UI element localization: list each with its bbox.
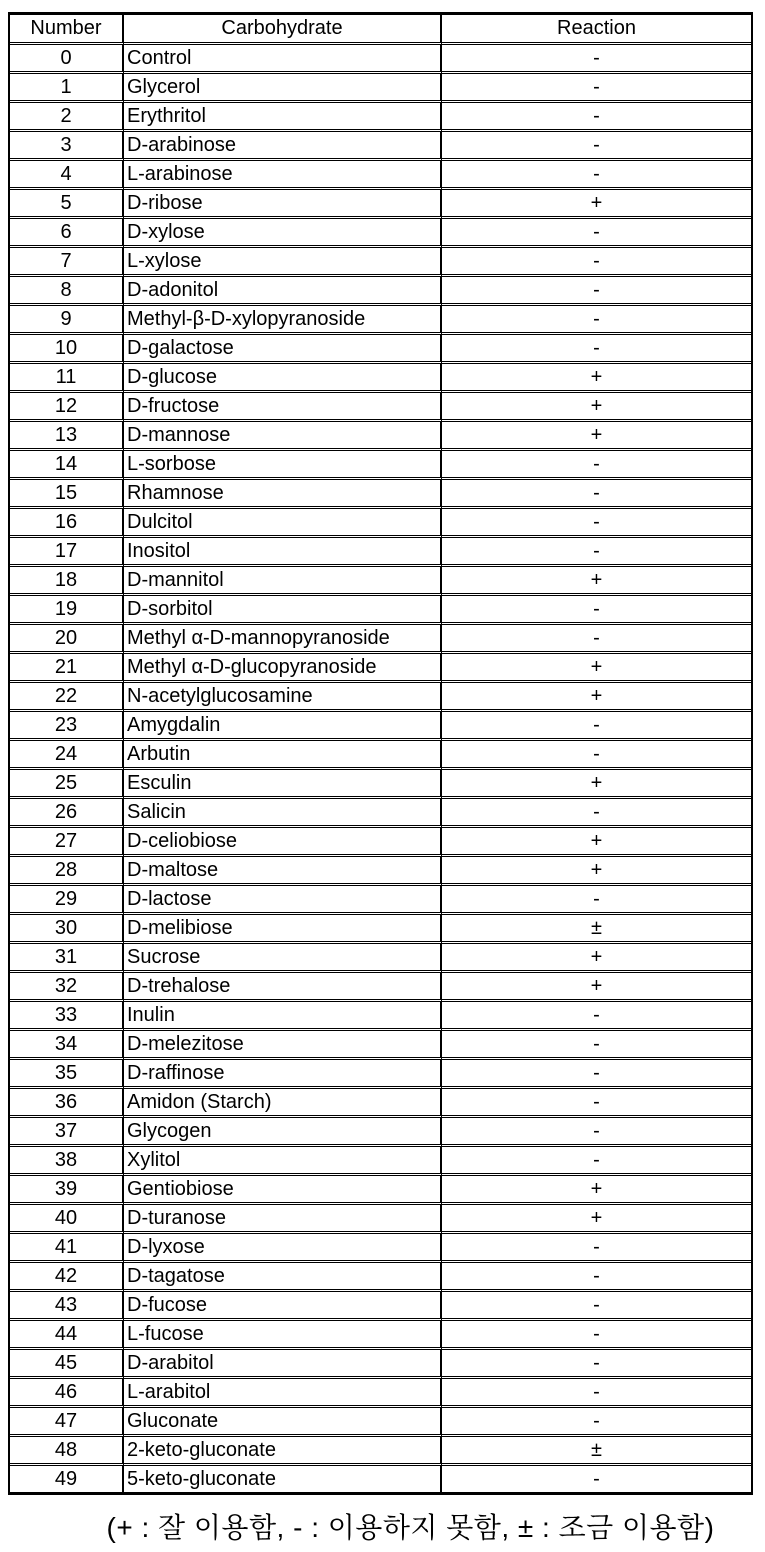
reaction-value: + [442, 828, 751, 857]
row-number: 48 [10, 1437, 124, 1466]
reaction-value: - [442, 480, 751, 509]
carbohydrate-name: D-melibiose [124, 915, 442, 944]
carbohydrate-name: D-celiobiose [124, 828, 442, 857]
carbohydrate-name: Sucrose [124, 944, 442, 973]
reaction-value: - [442, 219, 751, 248]
carbohydrate-name: 2-keto-gluconate [124, 1437, 442, 1466]
row-number: 7 [10, 248, 124, 277]
table-row [10, 306, 751, 335]
reaction-value: + [442, 364, 751, 393]
table-row [10, 857, 751, 886]
table-row [10, 45, 751, 74]
table-row [10, 451, 751, 480]
carbohydrate-name: D-arabinose [124, 132, 442, 161]
carbohydrate-name: 5-keto-gluconate [124, 1466, 442, 1492]
row-number: 2 [10, 103, 124, 132]
carbohydrate-name: L-arabitol [124, 1379, 442, 1408]
carbohydrate-name: Methyl α-D-glucopyranoside [124, 654, 442, 683]
row-number: 35 [10, 1060, 124, 1089]
table-row [10, 248, 751, 277]
carbohydrate-name: D-galactose [124, 335, 442, 364]
carbohydrate-name: D-lyxose [124, 1234, 442, 1263]
table-row [10, 1321, 751, 1350]
reaction-value: - [442, 1263, 751, 1292]
carbohydrate-name: N-acetylglucosamine [124, 683, 442, 712]
carbohydrate-name: D-fructose [124, 393, 442, 422]
table-row [10, 596, 751, 625]
reaction-value: - [442, 1292, 751, 1321]
row-number: 4 [10, 161, 124, 190]
row-number: 5 [10, 190, 124, 219]
reaction-value: - [442, 712, 751, 741]
column-header-reaction: Reaction [442, 15, 751, 45]
table-row [10, 1118, 751, 1147]
carbohydrate-name: Rhamnose [124, 480, 442, 509]
column-header-number: Number [10, 15, 124, 45]
carbohydrate-name: Dulcitol [124, 509, 442, 538]
reaction-value: + [442, 944, 751, 973]
carbohydrate-name: Salicin [124, 799, 442, 828]
row-number: 37 [10, 1118, 124, 1147]
row-number: 12 [10, 393, 124, 422]
carbohydrate-name: L-sorbose [124, 451, 442, 480]
table-row [10, 1408, 751, 1437]
table-row [10, 828, 751, 857]
carbohydrate-name: Gluconate [124, 1408, 442, 1437]
row-number: 17 [10, 538, 124, 567]
row-number: 25 [10, 770, 124, 799]
row-number: 29 [10, 886, 124, 915]
reaction-value: - [442, 596, 751, 625]
table-row [10, 683, 751, 712]
carbohydrate-name: L-fucose [124, 1321, 442, 1350]
legend-note: (+ : 잘 이용함, - : 이용하지 못함, ± : 조금 이용함) [106, 1512, 715, 1543]
row-number: 46 [10, 1379, 124, 1408]
table-row [10, 74, 751, 103]
carbohydrate-name: Methyl-β-D-xylopyranoside [124, 306, 442, 335]
table-row [10, 393, 751, 422]
reaction-value: + [442, 1205, 751, 1234]
reaction-value: - [442, 306, 751, 335]
reaction-value: - [442, 161, 751, 190]
table-row [10, 132, 751, 161]
carbohydrate-name: D-lactose [124, 886, 442, 915]
reaction-value: - [442, 1379, 751, 1408]
table-row [10, 741, 751, 770]
carbohydrate-name: D-glucose [124, 364, 442, 393]
table-row [10, 1263, 751, 1292]
carbohydrate-name: Amidon (Starch) [124, 1089, 442, 1118]
reaction-value: + [442, 973, 751, 1002]
table-row [10, 1176, 751, 1205]
reaction-value: + [442, 654, 751, 683]
table-row [10, 422, 751, 451]
reaction-value: - [442, 1089, 751, 1118]
row-number: 32 [10, 973, 124, 1002]
reaction-value: + [442, 683, 751, 712]
reaction-value: - [593, 1468, 600, 1490]
reaction-value: - [442, 1350, 751, 1379]
reaction-value: ± [442, 1437, 751, 1466]
reaction-value: + [442, 190, 751, 219]
reaction-value: + [442, 393, 751, 422]
row-number: 24 [10, 741, 124, 770]
table-row [10, 538, 751, 567]
reaction-value: - [442, 741, 751, 770]
carbohydrate-name: D-tagatose [124, 1263, 442, 1292]
table-row [10, 1031, 751, 1060]
table-row [10, 944, 751, 973]
reaction-value: + [442, 567, 751, 596]
table-row [10, 1205, 751, 1234]
row-number: 31 [10, 944, 124, 973]
reaction-value: - [442, 1147, 751, 1176]
reaction-value: + [442, 857, 751, 886]
carbohydrate-name: D-fucose [124, 1292, 442, 1321]
reaction-value: - [442, 1234, 751, 1263]
row-number: 1 [10, 74, 124, 103]
table-row [10, 1466, 751, 1492]
table-row [10, 277, 751, 306]
table-body [10, 45, 751, 1492]
row-number: 20 [10, 625, 124, 654]
carbohydrate-name: Esculin [124, 770, 442, 799]
row-number: 33 [10, 1002, 124, 1031]
row-number: 39 [10, 1176, 124, 1205]
row-number: 14 [10, 451, 124, 480]
table-row [10, 799, 751, 828]
table-row [10, 1379, 751, 1408]
row-number: 16 [10, 509, 124, 538]
row-number: 11 [10, 364, 124, 393]
table-row [10, 915, 751, 944]
reaction-value: - [442, 1031, 751, 1060]
table-row [10, 1060, 751, 1089]
table-row [10, 625, 751, 654]
carbohydrate-name: D-arabitol [124, 1350, 442, 1379]
table-row [10, 886, 751, 915]
table-row [10, 219, 751, 248]
row-number: 23 [10, 712, 124, 741]
row-number: 0 [10, 45, 124, 74]
column-header-carbohydrate: Carbohydrate [124, 15, 442, 45]
row-number: 27 [10, 828, 124, 857]
reaction-value: - [442, 1060, 751, 1089]
carbohydrate-name: Arbutin [124, 741, 442, 770]
reaction-value: + [442, 770, 751, 799]
carbohydrate-name: Amygdalin [124, 712, 442, 741]
table-row [10, 973, 751, 1002]
table-row [10, 1147, 751, 1176]
row-number: 30 [10, 915, 124, 944]
row-number: 26 [10, 799, 124, 828]
carbohydrate-name: D-ribose [124, 190, 442, 219]
reaction-value: - [442, 1321, 751, 1350]
table-row [10, 103, 751, 132]
carbohydrate-name: D-melezitose [124, 1031, 442, 1060]
carbohydrate-name: Xylitol [124, 1147, 442, 1176]
carbohydrate-name: L-arabinose [124, 161, 442, 190]
header-row [10, 15, 751, 45]
reaction-value: - [442, 74, 751, 103]
row-number: 3 [10, 132, 124, 161]
row-number: 18 [10, 567, 124, 596]
table-row [10, 712, 751, 741]
table-row [10, 1234, 751, 1263]
row-number: 43 [10, 1292, 124, 1321]
carbohydrate-name: Gentiobiose [124, 1176, 442, 1205]
reaction-value: - [442, 277, 751, 306]
carbohydrate-reaction-table [8, 12, 753, 1495]
row-number: 28 [10, 857, 124, 886]
reaction-value: - [442, 799, 751, 828]
carbohydrate-name: Glycerol [124, 74, 442, 103]
row-number: 19 [10, 596, 124, 625]
reaction-value: - [442, 132, 751, 161]
reaction-value: - [442, 886, 751, 915]
table-row [10, 480, 751, 509]
table-row [10, 567, 751, 596]
carbohydrate-name: D-maltose [124, 857, 442, 886]
carbohydrate-name: D-raffinose [124, 1060, 442, 1089]
row-number: 8 [10, 277, 124, 306]
reaction-value: + [442, 1176, 751, 1205]
table-row [10, 1002, 751, 1031]
reaction-value: - [442, 1118, 751, 1147]
table-row [10, 1089, 751, 1118]
reaction-value: - [442, 538, 751, 567]
carbohydrate-name: Methyl α-D-mannopyranoside [124, 625, 442, 654]
carbohydrate-name: D-xylose [124, 219, 442, 248]
carbohydrate-name: Inulin [124, 1002, 442, 1031]
reaction-value: - [442, 248, 751, 277]
table-row [10, 1292, 751, 1321]
table-row [10, 335, 751, 364]
carbohydrate-name: D-adonitol [124, 277, 442, 306]
row-number: 41 [10, 1234, 124, 1263]
row-number: 34 [10, 1031, 124, 1060]
row-number: 21 [10, 654, 124, 683]
table-row [10, 161, 751, 190]
carbohydrate-name: D-turanose [124, 1205, 442, 1234]
reaction-value: + [442, 422, 751, 451]
table-row [10, 770, 751, 799]
table-row [10, 1437, 751, 1466]
table-row [10, 364, 751, 393]
carbohydrate-name: D-sorbitol [124, 596, 442, 625]
carbohydrate-name: D-trehalose [124, 973, 442, 1002]
row-number: 10 [10, 335, 124, 364]
row-number: 44 [10, 1321, 124, 1350]
row-number: 22 [10, 683, 124, 712]
row-number: 38 [10, 1147, 124, 1176]
carbohydrate-name: L-xylose [124, 248, 442, 277]
reaction-value: - [442, 451, 751, 480]
carbohydrate-name: D-mannitol [124, 567, 442, 596]
carbohydrate-name: Glycogen [124, 1118, 442, 1147]
reaction-value: - [442, 1408, 751, 1437]
row-number: 15 [10, 480, 124, 509]
table-row [10, 190, 751, 219]
reaction-value: - [442, 103, 751, 132]
reaction-value: - [442, 509, 751, 538]
reaction-value: - [442, 45, 751, 74]
row-number: 13 [10, 422, 124, 451]
row-number: 45 [10, 1350, 124, 1379]
row-number: 49 [10, 1466, 124, 1492]
carbohydrate-name: Inositol [124, 538, 442, 567]
row-number: 9 [10, 306, 124, 335]
row-number: 47 [10, 1408, 124, 1437]
table-row [10, 509, 751, 538]
carbohydrate-name: Erythritol [124, 103, 442, 132]
carbohydrate-name: D-mannose [124, 422, 442, 451]
reaction-value: - [442, 625, 751, 654]
row-number: 6 [10, 219, 124, 248]
reaction-value: ± [442, 915, 751, 944]
reaction-value: - [442, 1002, 751, 1031]
row-number: 36 [10, 1089, 124, 1118]
row-number: 42 [10, 1263, 124, 1292]
carbohydrate-name: Control [124, 45, 442, 74]
row-number: 40 [10, 1205, 124, 1234]
table-row [10, 1350, 751, 1379]
table-row [10, 654, 751, 683]
reaction-value: - [442, 335, 751, 364]
